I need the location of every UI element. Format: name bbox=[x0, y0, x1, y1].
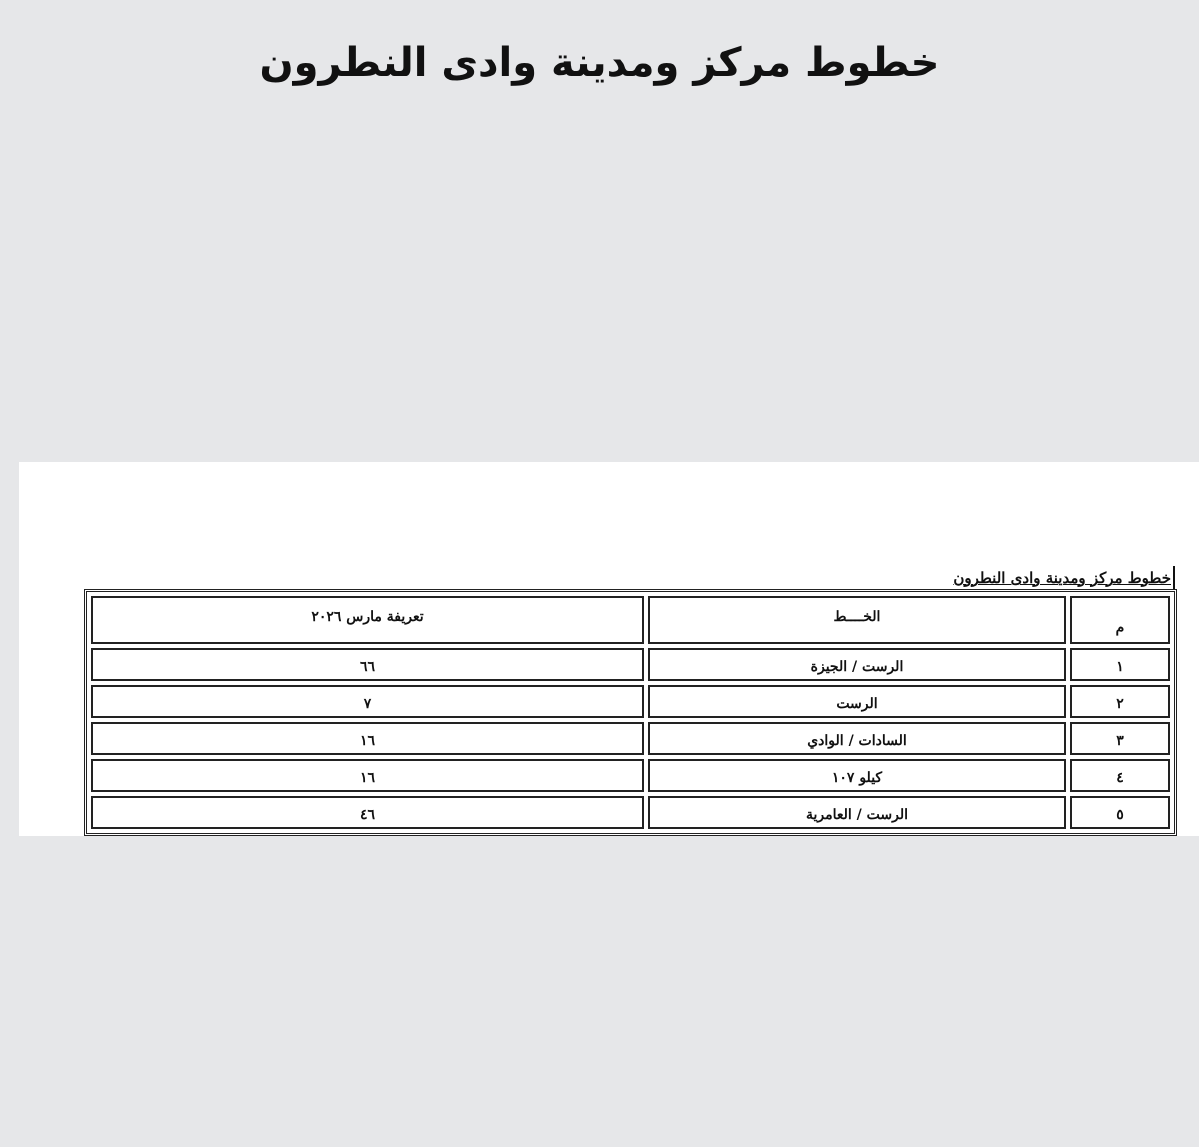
fare-cell bbox=[91, 648, 644, 681]
route-name: الرست / العامرية bbox=[805, 806, 909, 823]
fare-value: ٧ bbox=[363, 695, 372, 712]
header-route bbox=[648, 596, 1066, 644]
route-cell bbox=[648, 722, 1066, 755]
row-number-cell bbox=[1070, 648, 1170, 681]
fare-cell bbox=[91, 759, 644, 792]
route-name: السادات / الوادي bbox=[807, 732, 907, 749]
header-fare bbox=[91, 596, 644, 644]
fare-value: ١٦ bbox=[359, 769, 376, 786]
document-caption: خطوط مركز ومدينة وادى النطرون bbox=[953, 566, 1175, 590]
route-cell bbox=[648, 759, 1066, 792]
route-name: كيلو ١٠٧ bbox=[831, 769, 883, 786]
scanned-document bbox=[19, 462, 1199, 836]
route-name: الرست / الجيزة bbox=[810, 658, 904, 675]
table-row bbox=[91, 722, 1170, 755]
fares-table bbox=[84, 589, 1177, 836]
fare-cell bbox=[91, 722, 644, 755]
row-number: ٥ bbox=[1116, 806, 1124, 823]
row-number: ٤ bbox=[1116, 769, 1124, 786]
table-row bbox=[91, 796, 1170, 829]
route-cell bbox=[648, 796, 1066, 829]
fare-cell bbox=[91, 796, 644, 829]
row-number-cell bbox=[1070, 759, 1170, 792]
header-number-label: م bbox=[1115, 620, 1125, 636]
fare-cell bbox=[91, 685, 644, 718]
row-number-cell bbox=[1070, 685, 1170, 718]
table-row bbox=[91, 685, 1170, 718]
page-title: خطوط مركز ومدينة وادى النطرون bbox=[259, 40, 940, 86]
fare-value: ٦٦ bbox=[359, 658, 376, 675]
table-header-row bbox=[91, 596, 1170, 644]
header-fare-label: تعريفة مارس ٢٠٢٦ bbox=[311, 609, 424, 625]
fare-value: ٤٦ bbox=[359, 806, 376, 823]
fare-value: ١٦ bbox=[359, 732, 376, 749]
header-route-label: الخــــط bbox=[833, 609, 881, 625]
route-cell bbox=[648, 685, 1066, 718]
table-row bbox=[91, 759, 1170, 792]
row-number-cell bbox=[1070, 722, 1170, 755]
row-number: ٢ bbox=[1116, 695, 1124, 712]
table-row bbox=[91, 648, 1170, 681]
row-number: ١ bbox=[1116, 658, 1124, 675]
row-number-cell bbox=[1070, 796, 1170, 829]
route-cell bbox=[648, 648, 1066, 681]
route-name: الرست bbox=[836, 695, 878, 712]
row-number: ٣ bbox=[1116, 732, 1124, 749]
header-number bbox=[1070, 596, 1170, 644]
